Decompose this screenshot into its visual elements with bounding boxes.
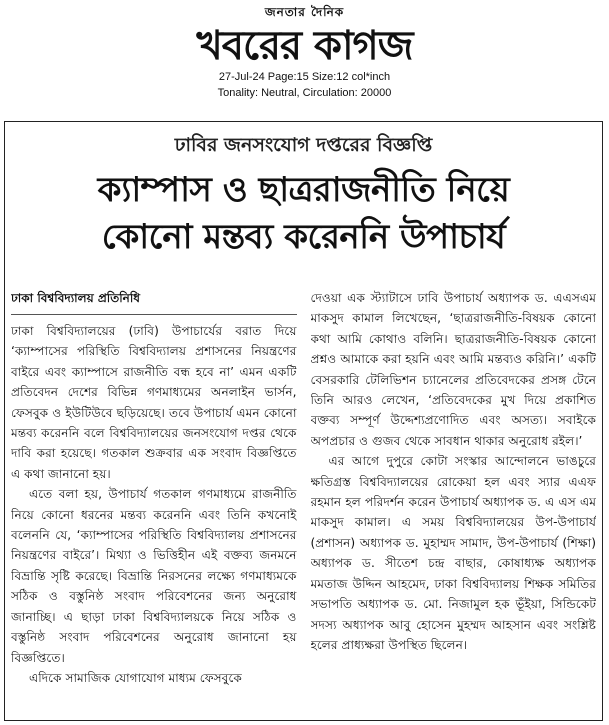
article-column-1 [11, 288, 297, 716]
article-byline: ঢাকা বিশ্ববিদ্যালয় প্রতিনিধি [11, 288, 297, 315]
headline-line-2: কোনো মন্তব্য করেননি উপাচার্য [101, 217, 506, 257]
clipping-meta-line1: 27-Jul-24 Page:15 Size:12 col*inch [218, 71, 391, 83]
paragraph: এদিকে সামাজিক যোগাযোগ মাধ্যম ফেসবুকে [29, 670, 242, 685]
article-body [11, 288, 596, 716]
paragraph: এতে বলা হয়, উপাচার্য গতকাল গণমাধ্যমে রাজনীতি নিয়ে কোনো ধরনের মন্তব্য করেননি এবং তিনি কখনোই বলেননি যে, ‘ক্যাম্পাসের পরিস্থিতি বিশ্ববিদ্যালয় প্রশাসনের নিয়ন্ত্রণের বাইরে’। মিথ্যা ও ভিত্তিহীন এই বক্তব্য জনমনে বিভ্রান্তি সৃষ্টি করেছে। বিভ্রান্তি নিরসনের লক্ষ্যে গণমাধ্যমকে সঠিক ও বস্তুনিষ্ঠ সংবাদ পরিবেশনের জন্য অনুরোধ জানাচ্ছি। এ ছাড়া ঢাকা বিশ্ববিদ্যালয়কে নিয়ে সঠিক ও বস্তুনিষ্ঠ সংবাদ পরিবেশনের অনুরোধ জানানো হয় বিজ্ঞপ্তিতে। [11, 487, 297, 665]
paragraph: ঢাকা বিশ্ববিদ্যালয়ের (ঢাবি) উপাচার্যের বরাত দিয়ে ‘ক্যাম্পাসের পরিস্থিতি বিশ্ববিদ্যালয় প্রশাসনের নিয়ন্ত্রণের বাইরে এবং ক্যাম্পাসে রাজনীতি বন্ধ হবে না’ এমন একটি প্রতিবেদন দেশের বিভিন্ন গণমাধ্যমের অনলাইন ভার্সন, ফেসবুক ও ইউটিউবে ছড়িয়েছে। তবে উপাচার্য এমন কোনো মন্তব্য করেননি বলে বিশ্ববিদ্যালয়ের জনসংযোগ দপ্তর থেকে দাবি করা হয়েছে। গতকাল শুক্রবার এক সংবাদ বিজ্ঞপ্তিতে এ কথা জানানো হয়। [11, 324, 297, 481]
article-column-2 [311, 288, 597, 716]
article-kicker: ঢাবির জনসংযোগ দপ্তরের বিজ্ঞপ্তি [174, 134, 433, 156]
masthead-tagline: জনতার দৈনিক [264, 5, 345, 19]
headline-line-1: ক্যাম্পাস ও ছাত্ররাজনীতি নিয়ে [97, 170, 510, 210]
article-frame [4, 121, 603, 721]
paragraph: দেওয়া এক স্ট্যাটাসে ঢাবি উপাচার্য অধ্যাপক ড. এএসএম মাকসুদ কামাল লিখেছেন, ‘ছাত্ররাজনীতি-বিষয়ক কোনো কথা আমি কোথাও বলিনি। ছাত্ররাজনীতি-বিষয়ক কোনো প্রশ্নও আমাকে করা হয়নি এবং আমি মন্তব্যও করিনি।’ একটি বেসরকারি টেলিভিশন চ্যানেলের প্রতিবেদকের প্রসঙ্গ টেনে তিনি আরও লেখেন, ‘প্রতিবেদকের মুখ দিয়ে প্রকাশিত বক্তব্য সম্পূর্ণ উদ্দেশ্যপ্রণোদিত এবং অসত্য। সবাইকে অপপ্রচার ও গুজব থেকে সাবধান থাকার অনুরোধ রইল।’ [310, 291, 596, 448]
paragraph: এর আগে দুপুরে কোটা সংস্কার আন্দোলনে ভাঙচুরে ক্ষতিগ্রস্ত বিশ্ববিদ্যালয়ের রোকেয়া হল এবং স্যার এএফ রহমান হল পরিদর্শন করেন উপাচার্য অধ্যাপক ড. এ এস এম মাকসুদ কামাল। এ সময় বিশ্ববিদ্যালয়ের উপ-উপাচার্য (প্রশাসন) অধ্যাপক ড. মুহাম্মদ সামাদ, উপ-উপাচার্য (শিক্ষা) অধ্যাপক ড. সীতেশ চন্দ্র বাছার, কোষাধ্যক্ষ অধ্যাপক মমতাজ উদ্দিন আহমেদ, ঢাকা বিশ্ববিদ্যালয় শিক্ষক সমিতির সভাপতি অধ্যাপক ড. মো. নিজামুল হক ভূঁইয়া, সিন্ডিকেট সদস্য অধ্যাপক আবু হোসেন মুহম্মদ আহসান এবং সংশ্লিষ্ট হলের প্রাধ্যক্ষরা উপস্থিত ছিলেন। [310, 454, 596, 652]
article-headline [5, 167, 602, 261]
newspaper-name: খবরের কাগজ [196, 23, 413, 69]
clipping-meta-line2: Tonality: Neutral, Circulation: 20000 [217, 87, 392, 99]
masthead [0, 0, 609, 100]
